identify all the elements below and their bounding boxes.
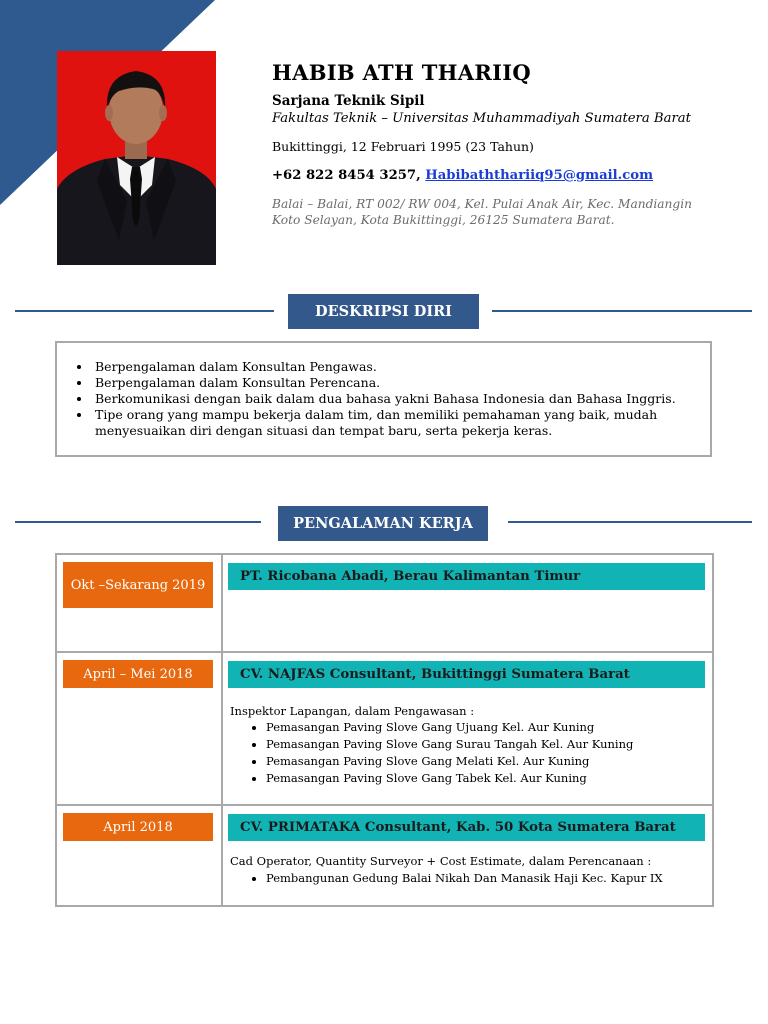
list-item: • Berpengalaman dalam Konsultan Pengawas. bbox=[92, 359, 710, 375]
row-divider bbox=[57, 804, 712, 806]
row-divider bbox=[57, 651, 712, 653]
profile-photo bbox=[57, 51, 216, 265]
list-item: • Pemasangan Paving Slove Gang Ujuang Kel. Aur Kuning bbox=[266, 719, 633, 736]
job-company: CV. PRIMATAKA Consultant, Kab. 50 Kota Sumatera Barat bbox=[228, 814, 705, 841]
job-task-list bbox=[245, 719, 633, 787]
experience-table bbox=[55, 553, 714, 907]
section-rule-left bbox=[15, 310, 274, 312]
job-date: April 2018 bbox=[63, 813, 213, 841]
list-item: • Pembangunan Gedung Balai Nikah Dan Manasik Haji Kec. Kapur IX bbox=[266, 870, 663, 887]
description-box bbox=[55, 341, 712, 457]
degree: Sarjana Teknik Sipil bbox=[272, 93, 425, 109]
faculty: Fakultas Teknik – Universitas Muhammadiyah Sumatera Barat bbox=[272, 111, 691, 126]
contact-line bbox=[272, 168, 653, 183]
column-divider bbox=[221, 555, 223, 905]
email-link[interactable]: Habibaththariiq95@gmail.com bbox=[425, 168, 654, 183]
list-item: • Pemasangan Paving Slove Gang Surau Tangah Kel. Aur Kuning bbox=[266, 736, 633, 753]
list-item: • Berpengalaman dalam Konsultan Perencana. bbox=[92, 375, 710, 391]
list-item: • Pemasangan Paving Slove Gang Melati Kel. Aur Kuning bbox=[266, 753, 633, 770]
birth-info: Bukittinggi, 12 Februari 1995 (23 Tahun) bbox=[272, 139, 534, 154]
list-item: • Berkomunikasi dengan baik dalam dua bahasa yakni Bahasa Indonesia dan Bahasa Inggris. bbox=[92, 391, 710, 407]
job-company: PT. Ricobana Abadi, Berau Kalimantan Timur bbox=[228, 563, 705, 590]
description-list bbox=[57, 359, 710, 439]
job-date: Okt –Sekarang 2019 bbox=[63, 562, 213, 608]
phone-number: +62 822 8454 3257, bbox=[272, 168, 421, 183]
person-name: HABIB ATH THARIIQ bbox=[272, 60, 531, 85]
job-role: Cad Operator, Quantity Surveyor + Cost Estimate, dalam Perencanaan : bbox=[230, 854, 652, 868]
job-task-list bbox=[245, 870, 663, 887]
section-rule-right bbox=[492, 310, 752, 312]
section-title-description: DESKRIPSI DIRI bbox=[288, 294, 479, 329]
section-rule-left bbox=[15, 521, 261, 523]
section-rule-right bbox=[508, 521, 752, 523]
section-title-experience: PENGALAMAN KERJA bbox=[278, 506, 488, 541]
job-role: Inspektor Lapangan, dalam Pengawasan : bbox=[230, 704, 475, 718]
list-item: • Tipe orang yang mampu bekerja dalam tim, dan memiliki pemahaman yang baik, mudah menyesuaikan diri dengan situasi dan tempat baru, serta pekerja keras. bbox=[92, 407, 710, 439]
address: Balai – Balai, RT 002/ RW 004, Kel. Pulai Anak Air, Kec. Mandiangin Koto Selayan, Kota Bukittinggi, 26125 Sumatera Barat. bbox=[272, 197, 692, 227]
list-item: • Pemasangan Paving Slove Gang Tabek Kel. Aur Kuning bbox=[266, 770, 633, 787]
job-date: April – Mei 2018 bbox=[63, 660, 213, 688]
job-company: CV. NAJFAS Consultant, Bukittinggi Sumatera Barat bbox=[228, 661, 705, 688]
